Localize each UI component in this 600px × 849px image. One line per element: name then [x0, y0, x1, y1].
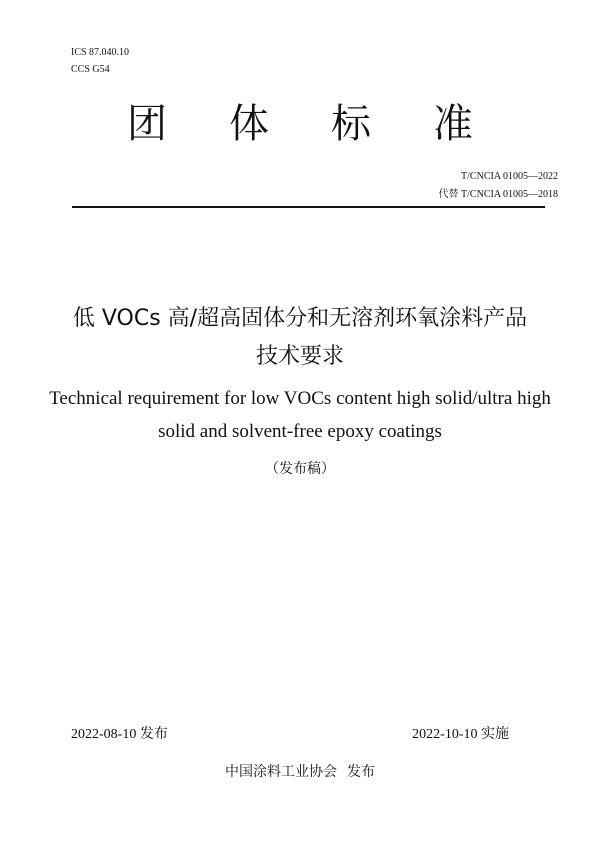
- issue-date: 2022-08-10 发布: [71, 727, 168, 742]
- publisher-line: [0, 761, 600, 781]
- classification-codes: [71, 44, 129, 78]
- english-title-line-2: solid and solvent-free epoxy coatings: [158, 421, 442, 442]
- standard-number: T/CNCIA 01005—2022: [461, 171, 558, 182]
- english-title: [0, 382, 600, 448]
- implementation-date: 2022-10-10 实施: [412, 727, 509, 742]
- replaces-standard: 代替 T/CNCIA 01005—2018: [438, 189, 558, 200]
- ics-code: ICS 87.040.10: [71, 47, 130, 58]
- publisher-action: 发布: [347, 764, 375, 780]
- english-title-line-1: Technical requirement for low VOCs content high solid/ultra high: [49, 388, 551, 409]
- document-type-heading: 团体标准: [127, 101, 535, 147]
- chinese-title-line-1: 低 VOCs 高/超高固体分和无溶剂环氧涂料产品: [72, 306, 528, 331]
- header-divider: [72, 206, 545, 208]
- standard-numbers: [439, 168, 558, 204]
- publisher-name: 中国涂料工业协会: [225, 764, 337, 780]
- ccs-code: CCS G54: [71, 64, 110, 75]
- draft-status: （发布稿）: [265, 461, 335, 477]
- chinese-title-line-2: 技术要求: [255, 344, 344, 369]
- chinese-title: [0, 300, 600, 376]
